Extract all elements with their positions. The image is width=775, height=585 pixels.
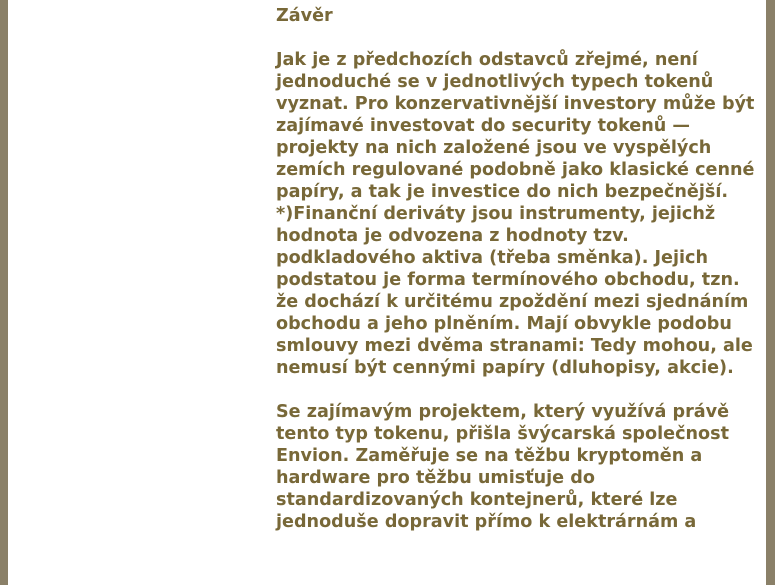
paragraph-conclusion: Jak je z předchozích odstavců zřejmé, není jednoduché se v jednotlivých typech tokenů vyznat. Pro konzervativnější investory může být zajímavé investovat do security tokenů — projekty na nich založené jsou ve vyspělých zemích regulované podobně jako klasické cenné papíry, a tak je investice do nich bezpečnější. — [276, 50, 755, 202]
section-heading: Závěr — [276, 6, 333, 26]
footnote-derivatives: *)Finanční deriváty jsou instrumenty, jejichž hodnota je odvozena z hodnoty tzv. podkladového aktiva (třeba směnka). Jejich podstatou je forma termínového obchodu, tzn. že dochází k určitému zpoždění mezi sjednáním obchodu a jeho plněním. Mají obvykle podobu smlouvy mezi dvěma stranami: Tedy mohou, ale nemusí být cennými papíry (dluhopisy, akcie). — [276, 204, 753, 378]
article-body — [276, 5, 758, 533]
spacer — [276, 379, 758, 401]
paragraph-envion: Se zajímavým projektem, který využívá právě tento typ tokenu, přišla švýcarská společnost Envion. Zaměřuje se na těžbu kryptoměn a hardware pro těžbu umisťuje do standardizovaných kontejnerů, které lze jednoduše dopravit přímo k elektrárnám a — [276, 402, 730, 532]
page — [8, 0, 766, 585]
spacer — [276, 27, 758, 49]
